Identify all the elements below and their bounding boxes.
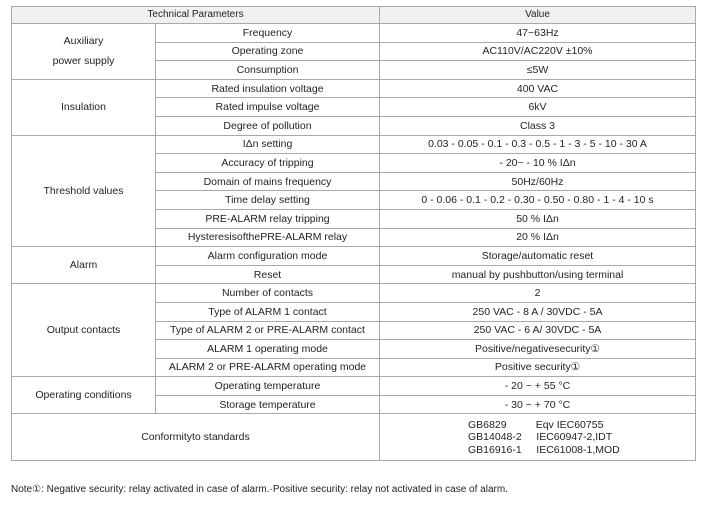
group-label: Output contacts [12,284,156,377]
parameter-name: Type of ALARM 1 contact [156,302,380,321]
parameter-value: manual by pushbutton/using terminal [380,265,696,284]
parameter-value: 250 VAC - 8 A / 30VDC - 5A [380,302,696,321]
parameter-value: Class 3 [380,116,696,135]
parameter-name: Type of ALARM 2 or PRE-ALARM contact [156,321,380,340]
parameter-name: Operating zone [156,42,380,61]
group-label: Alarm [12,247,156,284]
parameter-value: 400 VAC [380,79,696,98]
parameter-value: 50Hz/60Hz [380,172,696,191]
parameter-value: 2 [380,284,696,303]
parameter-name: Accuracy of tripping [156,154,380,173]
parameter-value: 250 VAC - 6 A/ 30VDC - 5A [380,321,696,340]
parameter-name: Domain of mains frequency [156,172,380,191]
table-row [12,284,696,303]
parameter-name: Frequency [156,24,380,43]
standard-line: GB16916-1 IEC61008-1,MOD [468,443,620,456]
parameter-name: ALARM 2 or PRE-ALARM operating mode [156,358,380,377]
parameter-value: Positive security① [380,358,696,377]
footnote: Note①: Negative security: relay activated in case of alarm.·Positive security: relay not activated in case of alarm. [11,484,508,495]
parameter-name: Reset [156,265,380,284]
parameter-name: Rated impulse voltage [156,98,380,117]
parameter-value: 50 % IΔn [380,209,696,228]
conformity-row [12,414,696,461]
parameter-value: 0.03 - 0.05 - 0.1 - 0.3 - 0.5 - 1 - 3 - 5 - 10 - 30 A [380,135,696,154]
conformity-standards [380,414,696,461]
group-label: Operating conditions [12,377,156,414]
table-row [12,79,696,98]
parameter-value: - 20~ - 10 % IΔn [380,154,696,173]
parameter-value: - 20 ~ + 55 °C [380,377,696,396]
parameter-name: Time delay setting [156,191,380,210]
table-row [12,247,696,266]
parameter-value: Positive/negativesecurity① [380,340,696,359]
conformity-label: Conformityto standards [12,414,380,461]
table-row [12,135,696,154]
parameter-name: Storage temperature [156,395,380,414]
parameter-name: Degree of pollution [156,116,380,135]
parameter-value: - 30 ~ + 70 °C [380,395,696,414]
technical-parameters-table [11,6,696,461]
table-row [12,377,696,396]
parameter-value: AC110V/AC220V ±10% [380,42,696,61]
parameter-name: ALARM 1 operating mode [156,340,380,359]
group-label: Insulation [12,79,156,135]
header-value: Value [380,7,696,24]
parameter-name: Consumption [156,61,380,80]
standard-line: GB6829 Eqv IEC60755 [468,418,604,431]
parameter-value: 47~63Hz [380,24,696,43]
parameter-name: Operating temperature [156,377,380,396]
parameter-value: 6kV [380,98,696,117]
parameter-name: Number of contacts [156,284,380,303]
parameter-name: IΔn setting [156,135,380,154]
parameter-name: Alarm configuration mode [156,247,380,266]
header-parameters: Technical Parameters [12,7,380,24]
parameter-name: PRE-ALARM relay tripping [156,209,380,228]
parameter-value: 20 % IΔn [380,228,696,247]
group-label: Threshold values [12,135,156,247]
parameter-value: 0 - 0.06 - 0.1 - 0.2 - 0.30 - 0.50 - 0.80 - 1 - 4 - 10 s [380,191,696,210]
parameter-value: ≤5W [380,61,696,80]
parameter-name: HysteresisofthePRE-ALARM relay [156,228,380,247]
table-header-row [12,7,696,24]
parameter-value: Storage/automatic reset [380,247,696,266]
parameter-name: Rated insulation voltage [156,79,380,98]
standard-line: GB14048-2 IEC60947-2,IDT [468,431,613,444]
group-label: Auxiliary power supply [12,24,156,80]
table-row [12,24,696,43]
